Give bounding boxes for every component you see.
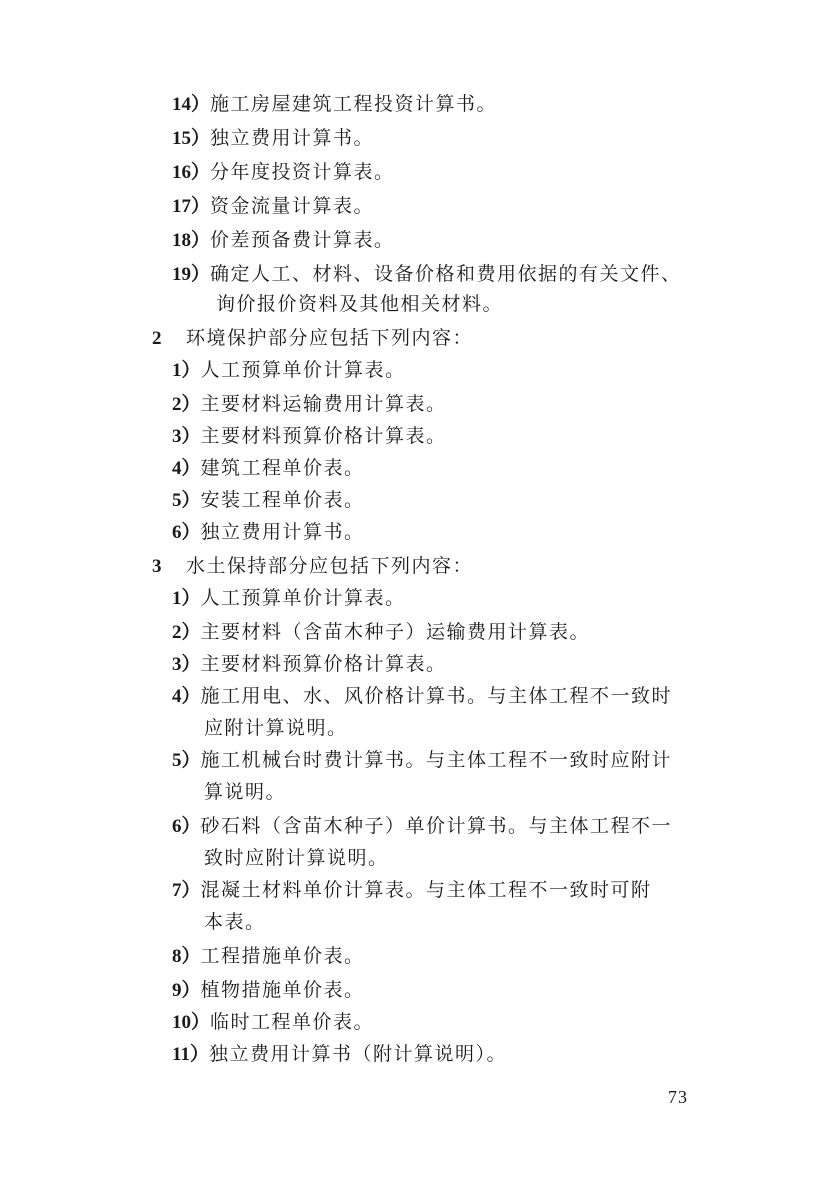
list-item-continuation: 致时应附计算说明。	[204, 847, 389, 869]
list-item: 16）分年度投资计算表。	[172, 161, 395, 183]
list-item: 3）主要材料预算价格计算表。	[172, 653, 447, 675]
section-heading: 2 环境保护部分应包括下列内容：	[152, 327, 474, 349]
list-item: 3）主要材料预算价格计算表。	[172, 425, 447, 447]
list-item: 7）混凝土材料单价计算表。与主体工程不一致时可附	[172, 879, 652, 901]
list-item: 15）独立费用计算书。	[172, 127, 375, 149]
list-item-continuation: 本表。	[204, 911, 266, 933]
list-item: 10）临时工程单价表。	[172, 1011, 375, 1033]
list-item-continuation: 应附计算说明。	[204, 717, 348, 739]
list-item: 2）主要材料（含苗木种子）运输费用计算表。	[172, 621, 591, 643]
list-item-continuation: 算说明。	[204, 781, 287, 803]
list-item: 17）资金流量计算表。	[172, 195, 375, 217]
list-item: 8）工程措施单价表。	[172, 945, 365, 967]
list-item: 14）施工房屋建筑工程投资计算书。	[172, 93, 498, 115]
section-heading: 3 水土保持部分应包括下列内容：	[152, 555, 474, 577]
list-item: 4）施工用电、水、风价格计算书。与主体工程不一致时	[172, 685, 673, 707]
list-item: 1）人工预算单价计算表。	[172, 359, 406, 381]
list-item: 5）安装工程单价表。	[172, 489, 365, 511]
list-item: 5）施工机械台时费计算书。与主体工程不一致时应附计	[172, 749, 673, 771]
list-item: 11）独立费用计算书（附计算说明）。	[172, 1043, 507, 1065]
list-item: 6）砂石料（含苗木种子）单价计算书。与主体工程不一	[172, 815, 673, 837]
list-item: 1）人工预算单价计算表。	[172, 587, 406, 609]
list-item: 6）独立费用计算书。	[172, 521, 365, 543]
list-item: 18）价差预备费计算表。	[172, 229, 395, 251]
list-item: 9）植物措施单价表。	[172, 979, 365, 1001]
list-item-continuation: 询价报价资料及其他相关材料。	[216, 293, 504, 315]
list-item: 4）建筑工程单价表。	[172, 457, 365, 479]
list-item: 19）确定人工、材料、设备价格和费用依据的有关文件、	[172, 263, 682, 285]
list-item: 2）主要材料运输费用计算表。	[172, 393, 447, 415]
page-number: 73	[668, 1087, 688, 1107]
